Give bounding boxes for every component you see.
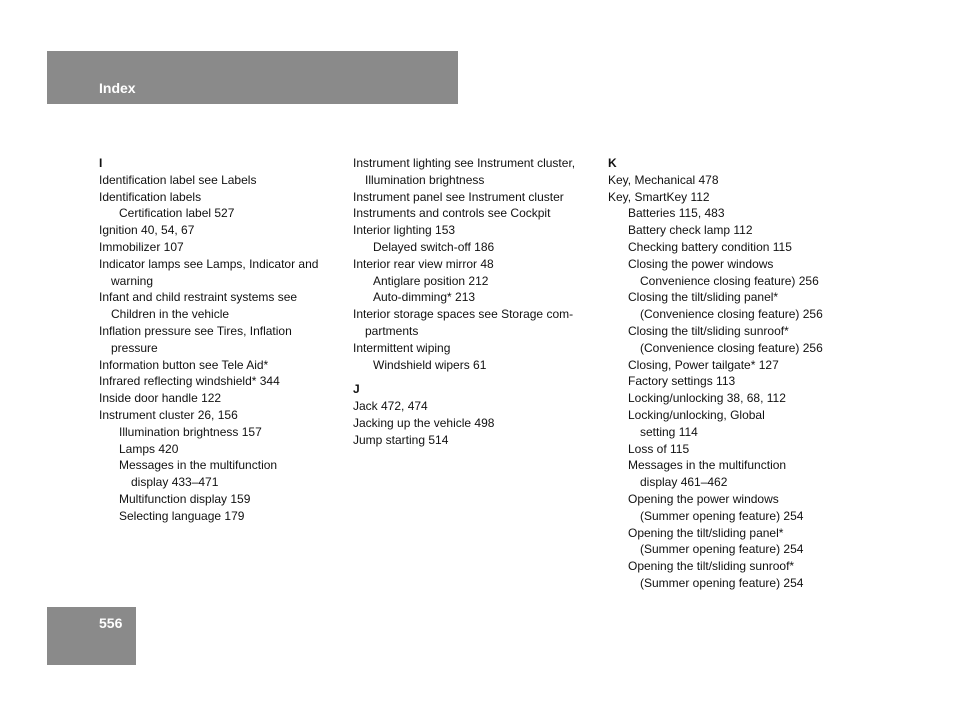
spacer	[353, 373, 598, 381]
index-entry: Key, SmartKey 112	[608, 189, 710, 204]
index-entry: Key, Mechanical 478	[608, 172, 719, 187]
index-entry: Inside door handle 122	[99, 391, 222, 406]
index-entry: display 461–462	[640, 475, 728, 490]
index-entry: Illumination brightness 157	[119, 424, 262, 439]
index-letter-heading: K	[608, 156, 617, 170]
index-entry: Antiglare position 212	[373, 273, 489, 288]
index-entry: Closing, Power tailgate* 127	[628, 357, 779, 372]
index-entry: Inflation pressure see Tires, Inflation	[99, 323, 292, 338]
index-entry: pressure	[111, 340, 158, 355]
index-entry: Jump starting 514	[353, 432, 449, 447]
index-entry: Batteries 115, 483	[628, 206, 725, 221]
page-title: Index	[99, 80, 136, 96]
index-column-2	[353, 155, 598, 449]
index-entry: Messages in the multifunction	[628, 458, 787, 473]
index-entry: Convenience closing feature) 256	[640, 273, 819, 288]
index-entry: display 433–471	[131, 475, 219, 490]
index-entry: (Summer opening feature) 254	[640, 542, 804, 557]
index-entry: Immobilizer 107	[99, 239, 184, 254]
index-entry: Messages in the multifunction	[119, 458, 278, 473]
index-entry: Infant and child restraint systems see	[99, 290, 298, 305]
index-entry: Delayed switch-off 186	[373, 239, 495, 254]
index-entry: Intermittent wiping	[353, 340, 451, 355]
index-entry: (Convenience closing feature) 256	[640, 307, 823, 322]
index-letter-heading: J	[353, 382, 360, 397]
index-column-3	[608, 155, 858, 592]
index-entry: Opening the power windows	[628, 491, 779, 506]
index-entry: Loss of 115	[628, 441, 690, 456]
index-entry: Indicator lamps see Lamps, Indicator and	[99, 256, 319, 271]
index-entry: Locking/unlocking 38, 68, 112	[628, 391, 786, 406]
page-number: 556	[99, 615, 123, 631]
header-bar	[47, 51, 458, 104]
index-entry: Multifunction display 159	[119, 491, 251, 506]
index-entry: Closing the power windows	[628, 256, 774, 271]
index-entry: Windshield wipers 61	[373, 357, 487, 372]
index-entry: (Summer opening feature) 254	[640, 508, 804, 523]
index-entry: Information button see Tele Aid*	[99, 357, 269, 372]
index-entry: (Convenience closing feature) 256	[640, 340, 823, 355]
index-entry: Ignition 40, 54, 67	[99, 223, 195, 238]
index-entry: Battery check lamp 112	[628, 223, 753, 238]
index-entry: Infrared reflecting windshield* 344	[99, 374, 280, 389]
index-entry: Certification label 527	[119, 206, 235, 221]
index-entry: Jacking up the vehicle 498	[353, 415, 495, 430]
index-entry: Interior lighting 153	[353, 223, 456, 238]
index-entry: Instrument lighting see Instrument cluster,	[353, 156, 576, 170]
page-number-box	[47, 607, 136, 665]
index-entry: Opening the tilt/sliding sunroof*	[628, 559, 795, 574]
index-entry: Locking/unlocking, Global	[628, 407, 765, 422]
index-entry: Factory settings 113	[628, 374, 736, 389]
index-column-1	[99, 155, 344, 525]
index-entry: Closing the tilt/sliding sunroof*	[628, 323, 789, 338]
index-entry: Identification label see Labels	[99, 172, 257, 187]
index-entry: warning	[111, 273, 154, 288]
index-entry: Auto-dimming* 213	[373, 290, 476, 305]
index-letter-heading: I	[99, 156, 103, 170]
index-entry: Interior storage spaces see Storage com-	[353, 307, 574, 322]
index-entry: Interior rear view mirror 48	[353, 256, 494, 271]
index-entry: partments	[365, 323, 419, 338]
index-entry: Illumination brightness	[365, 172, 485, 187]
index-entry: Opening the tilt/sliding panel*	[628, 525, 784, 540]
index-entry: Identification labels	[99, 189, 202, 204]
index-entry: Checking battery condition 115	[628, 239, 792, 254]
index-entry: setting 114	[640, 424, 698, 439]
index-entry: Children in the vehicle	[111, 307, 230, 322]
index-entry: Selecting language 179	[119, 508, 245, 523]
index-entry: Closing the tilt/sliding panel*	[628, 290, 779, 305]
index-entry: Instruments and controls see Cockpit	[353, 206, 551, 221]
index-entry: Instrument cluster 26, 156	[99, 407, 238, 422]
index-entry: (Summer opening feature) 254	[640, 575, 804, 590]
index-entry: Instrument panel see Instrument cluster	[353, 189, 564, 204]
index-entry: Lamps 420	[119, 441, 179, 456]
index-entry: Jack 472, 474	[353, 399, 428, 414]
